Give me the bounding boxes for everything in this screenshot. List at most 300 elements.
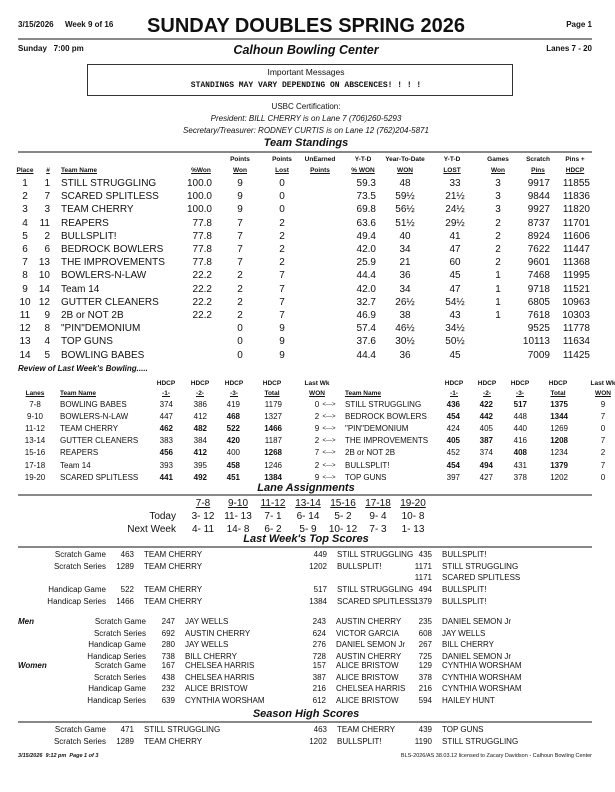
score-value: 280	[161, 640, 175, 650]
score-cell: 419	[226, 400, 240, 409]
score-category: Handicap Game	[88, 640, 146, 650]
bowler-name: AUSTIN CHERRY	[336, 617, 402, 626]
score-value: 232	[161, 684, 175, 694]
license-info: BLS-2026/AS 38.03.12 licensed to Zacary Davidson - Calhoun Bowling Center	[400, 753, 592, 759]
score-cell: 431	[513, 460, 527, 470]
lane-matchup: 5- 9	[299, 524, 317, 535]
score-value: 1171	[414, 561, 432, 571]
lane-pair-header: 15-16	[330, 498, 356, 509]
standings-cell: 63.6	[356, 217, 376, 229]
lane-matchup: 3- 12	[191, 511, 215, 522]
divider	[18, 721, 592, 723]
standings-cell: 77.8	[192, 230, 212, 242]
standings-cell: 60	[449, 257, 461, 269]
bowler-name: TEAM CHERRY	[144, 561, 203, 571]
versus-arrow: <--->	[322, 414, 336, 421]
review-column-header: WON	[595, 390, 611, 397]
score-cell: 1208	[550, 436, 568, 446]
team-name: REAPERS	[61, 217, 109, 229]
standings-cell: 12	[19, 323, 31, 335]
score-value: 1384	[309, 596, 327, 606]
score-value: 243	[312, 617, 326, 626]
standings-cell: 2	[279, 230, 285, 242]
team-name: BOWLING BABES	[60, 400, 127, 409]
score-category: Scratch Game	[94, 661, 146, 670]
score-cell: 1179	[264, 400, 282, 409]
score-cell: 405	[479, 424, 493, 434]
lane-matchup: 10- 8	[401, 511, 425, 522]
score-category: Handicap Series	[87, 652, 146, 662]
standings-cell: 11634	[562, 336, 590, 348]
standings-column-header: HDCP	[565, 167, 585, 174]
bowler-name: BULLSPLIT!	[442, 550, 487, 559]
score-cell: 482	[193, 424, 207, 434]
score-cell: 1327	[264, 412, 282, 422]
standings-cell: 59.3	[356, 178, 376, 189]
standings-cell: 2	[495, 217, 501, 229]
score-cell: 448	[513, 412, 527, 422]
standings-cell: 9	[237, 191, 243, 203]
standings-cell: 43	[449, 310, 461, 321]
team-name: GUTTER CLEANERS	[61, 296, 159, 308]
review-column-header: Total	[550, 390, 566, 397]
standings-cell: 54½	[445, 296, 465, 308]
standings-cell: 11820	[562, 204, 590, 216]
standings-cell: 36	[399, 270, 411, 282]
score-cell: 412	[193, 412, 207, 422]
score-value: 612	[312, 696, 326, 706]
score-value: 235	[418, 617, 432, 626]
score-value: 463	[120, 550, 134, 559]
standings-cell: 11368	[562, 257, 590, 269]
bowler-name: STILL STRUGGLING	[442, 561, 519, 571]
standings-cell: 7009	[527, 349, 550, 361]
score-value: 1379	[414, 596, 432, 606]
standings-cell: 77.8	[192, 257, 212, 269]
standings-cell: 0	[237, 336, 243, 348]
score-cell: 456	[159, 448, 173, 458]
review-column-header: -3-	[516, 390, 524, 397]
versus-arrow: <--->	[322, 438, 336, 445]
bowler-name: CYNTHIA WORSHAM	[442, 684, 522, 694]
review-column-header: Team Name	[345, 390, 382, 397]
standings-cell: 0	[279, 204, 285, 216]
score-cell: 1269	[550, 424, 568, 434]
bowler-name: CYNTHIA WORSHAM	[442, 672, 522, 682]
team-name: 2B or NOT 2B	[61, 310, 124, 321]
standings-cell: 45	[449, 349, 461, 361]
divider	[18, 38, 592, 40]
standings-cell: 11447	[562, 244, 590, 255]
standings-cell: 1	[495, 296, 501, 308]
standings-cell: 14	[38, 283, 50, 295]
team-name: STILL STRUGGLING	[61, 178, 157, 189]
score-value: 387	[312, 672, 326, 682]
bowler-name: AUSTIN CHERRY	[336, 652, 402, 662]
bowler-name: JAY WELLS	[185, 640, 229, 650]
review-column-header: -1-	[162, 390, 170, 397]
score-cell: 1234	[550, 448, 568, 458]
standings-cell: 13	[38, 257, 50, 269]
standings-cell: 9	[279, 336, 285, 348]
score-category: Scratch Series	[93, 672, 146, 682]
standings-column-header: Points	[310, 167, 330, 174]
score-value: 1289	[116, 736, 134, 746]
score-value: 1466	[116, 596, 134, 606]
standings-cell: 44.4	[356, 349, 376, 361]
score-cell: 462	[159, 424, 173, 434]
standings-cell: 4	[44, 336, 50, 348]
standings-column-header: #	[46, 167, 50, 174]
standings-cell: 5	[22, 230, 28, 242]
lanes-pair: 7-8	[29, 400, 41, 409]
team-name: BOWLERS-N-LAW	[61, 270, 147, 282]
standings-cell: 10963	[562, 296, 590, 308]
score-cell: 0	[314, 400, 320, 409]
page-number: Page 1	[566, 20, 592, 29]
team-name: THE IMPROVEMENTS	[61, 257, 165, 269]
team-name: TEAM CHERRY	[60, 424, 119, 434]
standings-cell: 25.9	[356, 257, 376, 269]
score-value: 129	[418, 661, 432, 670]
lane-pair-header: 13-14	[295, 498, 321, 509]
score-cell: 384	[193, 436, 207, 446]
bowler-name: STILL STRUGGLING	[144, 725, 221, 734]
standings-cell: 32.7	[356, 296, 376, 308]
standings-cell: 22.2	[192, 296, 212, 308]
score-cell: 1202	[550, 472, 568, 482]
lanes-pair: 13-14	[24, 436, 46, 446]
score-cell: 420	[226, 436, 240, 446]
score-cell: 458	[226, 460, 240, 470]
standings-cell: 57.4	[356, 323, 376, 335]
score-category: Scratch Series	[53, 736, 106, 746]
standings-cell: 34	[399, 244, 411, 255]
standings-cell: 11	[19, 310, 31, 321]
standings-cell: 46.9	[356, 310, 376, 321]
score-cell: 442	[479, 412, 493, 422]
score-cell: 0	[600, 424, 606, 434]
bowler-name: DANIEL SEMON Jr	[442, 617, 512, 626]
standings-cell: 9	[44, 310, 50, 321]
score-cell: 412	[193, 448, 207, 458]
team-name: GUTTER CLEANERS	[60, 436, 139, 446]
score-cell: 393	[159, 460, 173, 470]
standings-cell: 10	[19, 296, 31, 308]
standings-cell: 2	[279, 217, 285, 229]
score-cell: 468	[226, 412, 240, 422]
standings-cell: 37.6	[356, 336, 376, 348]
standings-cell: 44.4	[356, 270, 376, 282]
score-cell: 374	[479, 448, 493, 458]
standings-cell: 9927	[527, 204, 550, 216]
score-value: 1202	[309, 736, 327, 746]
score-cell: 422	[479, 400, 493, 409]
team-name: TOP GUNS	[345, 472, 387, 482]
score-value: 624	[312, 628, 326, 638]
standings-cell: 56½	[395, 204, 415, 216]
bowler-name: TEAM CHERRY	[144, 585, 203, 595]
standings-cell: 6	[22, 244, 28, 255]
score-cell: 386	[193, 400, 207, 409]
standings-column-header: Lost	[275, 167, 289, 174]
score-cell: 436	[446, 400, 460, 409]
team-name: Team 14	[60, 460, 91, 470]
bowler-name: STILL STRUGGLING	[337, 585, 414, 595]
standings-cell: 24½	[445, 204, 465, 216]
standings-cell: 9844	[527, 191, 550, 203]
score-value: 157	[312, 661, 326, 670]
standings-cell: 2	[237, 270, 243, 282]
team-name: BULLSPLIT!	[61, 230, 117, 242]
review-column-header: HDCP	[477, 380, 497, 387]
standings-cell: 1	[495, 310, 501, 321]
standings-cell: 3	[495, 178, 501, 189]
standings-cell: 2	[237, 283, 243, 295]
bowler-name: ALICE BRISTOW	[185, 684, 248, 694]
standings-column-header: Y-T-D	[354, 156, 372, 163]
standings-cell: 2	[495, 244, 501, 255]
standings-cell: 47	[449, 283, 461, 295]
score-cell: 7	[600, 436, 606, 446]
bowler-name: BULLSPLIT!	[442, 596, 487, 606]
standings-cell: 50½	[445, 336, 465, 348]
score-value: 517	[313, 585, 327, 595]
standings-cell: 47	[449, 244, 461, 255]
standings-cell: 9525	[527, 323, 550, 335]
bowler-name: DANIEL SEMON Jr	[336, 640, 406, 650]
standings-cell: 7	[237, 257, 243, 269]
score-category: Scratch Game	[54, 550, 106, 559]
standings-column-header: %Won	[191, 167, 211, 174]
standings-cell: 59½	[395, 191, 415, 203]
bowler-name: AUSTIN CHERRY	[185, 628, 251, 638]
standings-column-header: Year-To-Date	[385, 156, 425, 163]
team-name: BEDROCK BOWLERS	[61, 244, 164, 255]
standings-cell: 100.0	[186, 204, 212, 216]
score-value: 1289	[116, 561, 134, 571]
standings-cell: 49.4	[356, 230, 376, 242]
score-value: 639	[161, 696, 175, 706]
standings-cell: 9	[237, 178, 243, 189]
standings-column-header: Scratch	[526, 156, 550, 163]
standings-cell: 2	[495, 230, 501, 242]
score-value: 449	[313, 550, 327, 559]
print-info: 3/15/2026 9:12 pm Page 1 of 3	[18, 753, 99, 759]
score-value: 594	[418, 696, 432, 706]
standings-cell: 2	[22, 191, 28, 203]
standings-cell: 7	[44, 191, 50, 203]
standings-cell: 9718	[527, 283, 550, 295]
review-column-header: HDCP	[548, 380, 568, 387]
bowler-name: BULLSPLIT!	[442, 585, 487, 595]
score-cell: 1344	[550, 412, 568, 422]
score-cell: 7	[600, 460, 606, 470]
standings-cell: 77.8	[192, 217, 212, 229]
score-cell: 454	[446, 460, 460, 470]
bowler-name: TEAM CHERRY	[144, 736, 203, 746]
score-cell: 378	[513, 472, 527, 482]
standings-cell: 77.8	[192, 244, 212, 255]
score-cell: 1466	[264, 424, 282, 434]
standings-cell: 7	[279, 310, 285, 321]
score-value: 435	[418, 550, 432, 559]
standings-cell: 7	[279, 283, 285, 295]
standings-cell: 2	[44, 230, 50, 242]
standings-column-header: Points	[272, 156, 292, 163]
lane-matchup: 4- 11	[191, 524, 215, 535]
score-value: 216	[312, 684, 326, 694]
lane-pair-header: 11-12	[260, 498, 286, 509]
bowler-name: BULLSPLIT!	[337, 561, 382, 571]
standings-cell: 26½	[395, 296, 415, 308]
score-cell: 2	[314, 436, 320, 446]
lane-matchup: 6- 2	[264, 524, 282, 535]
standings-cell: 7	[22, 257, 28, 269]
bowler-name: ALICE BRISTOW	[336, 672, 399, 682]
score-cell: 9	[600, 400, 606, 409]
standings-cell: 7	[237, 244, 243, 255]
standings-cell: 7	[237, 217, 243, 229]
score-category: Scratch Series	[53, 561, 106, 571]
standings-cell: 8	[44, 323, 50, 335]
bowler-name: CHELSEA HARRIS	[336, 684, 406, 694]
lane-matchup: 11- 13	[224, 511, 252, 522]
bowler-name: CYNTHIA WORSHAM	[185, 696, 265, 706]
standings-cell: 0	[237, 323, 243, 335]
standings-cell: 10303	[562, 310, 590, 321]
score-category: Scratch Series	[93, 628, 146, 638]
women-label: Women	[18, 661, 47, 670]
standings-cell: 4	[22, 217, 28, 229]
bowling-center-name: Calhoun Bowling Center	[233, 43, 379, 57]
score-cell: 374	[159, 400, 173, 409]
score-cell: 451	[226, 472, 240, 482]
score-cell: 9	[314, 472, 320, 482]
standings-cell: 14	[19, 349, 31, 361]
review-column-header: -2-	[196, 390, 204, 397]
review-column-header: -1-	[450, 390, 458, 397]
standings-cell: 42.0	[356, 244, 376, 255]
bowler-name: HAILEY HUNT	[442, 696, 495, 706]
review-column-header: Last Wk	[304, 380, 330, 387]
team-name: BULLSPLIT!	[345, 460, 390, 470]
score-cell: 7	[600, 412, 606, 422]
lane-matchup: 7- 3	[369, 524, 387, 535]
bowler-name: BILL CHERRY	[185, 652, 238, 662]
lane-matchup: 9- 4	[369, 511, 387, 522]
lane-pair-header: 9-10	[227, 498, 249, 509]
bowler-name: TEAM CHERRY	[337, 725, 396, 734]
score-cell: 517	[513, 400, 527, 409]
standings-cell: 40	[399, 230, 411, 242]
standings-cell: 9	[279, 323, 285, 335]
score-cell: 1379	[550, 460, 568, 470]
team-name: SCARED SPLITLESS	[60, 472, 139, 482]
standings-cell: 36	[399, 349, 411, 361]
standings-cell: 45	[449, 270, 461, 282]
lane-pair-header: 17-18	[365, 498, 391, 509]
standings-cell: 11855	[562, 178, 590, 189]
standings-cell: 51½	[395, 217, 415, 229]
bowler-name: CHELSEA HARRIS	[185, 661, 255, 670]
review-column-header: HDCP	[190, 380, 210, 387]
review-column-header: WON	[309, 390, 325, 397]
bowler-name: BULLSPLIT!	[337, 736, 382, 746]
standings-cell: 9601	[527, 257, 550, 269]
standings-column-header: Games	[487, 156, 509, 163]
team-name: TOP GUNS	[61, 336, 113, 348]
bowler-name: DANIEL SEMON Jr	[442, 652, 512, 662]
score-value: 608	[418, 628, 432, 638]
score-cell: 7	[314, 448, 320, 458]
review-column-header: HDCP	[156, 380, 176, 387]
team-name: Team 14	[61, 283, 100, 295]
bowler-name: ALICE BRISTOW	[336, 661, 399, 670]
lanes-pair: 11-12	[25, 424, 45, 434]
standings-cell: 8	[22, 270, 28, 282]
standings-cell: 73.5	[356, 191, 376, 203]
standings-column-header: Y-T-D	[443, 156, 461, 163]
season-high-title: Season High Scores	[252, 708, 360, 720]
review-column-header: HDCP	[510, 380, 530, 387]
score-cell: 1384	[264, 472, 282, 482]
standings-cell: 11778	[562, 323, 590, 335]
bowler-name: JAY WELLS	[442, 628, 486, 638]
lane-matchup: 10- 12	[328, 524, 358, 535]
versus-arrow: <--->	[322, 474, 336, 481]
score-cell: 454	[446, 412, 460, 422]
team-name: BEDROCK BOWLERS	[345, 412, 427, 422]
score-cell: 452	[446, 448, 460, 458]
standings-column-header: LOST	[443, 167, 461, 174]
score-value: 1171	[414, 573, 432, 583]
standings-cell: 100.0	[186, 191, 212, 203]
standings-cell: 2	[279, 244, 285, 255]
standings-cell: 1	[44, 178, 50, 189]
review-title: Review of Last Week's Bowling.....	[18, 364, 148, 373]
standings-cell: 9	[22, 283, 28, 295]
score-cell: 2	[314, 412, 320, 422]
standings-cell: 2	[237, 310, 243, 321]
standings-cell: 10	[38, 270, 50, 282]
standings-cell: 7	[279, 296, 285, 308]
standings-cell: 11701	[562, 217, 590, 229]
team-name: TEAM CHERRY	[61, 204, 134, 216]
score-category: Handicap Game	[48, 585, 106, 595]
score-cell: 522	[226, 424, 240, 434]
standings-column-header: UnEarned	[304, 156, 336, 163]
review-column-header: HDCP	[444, 380, 464, 387]
standings-cell: 69.8	[356, 204, 376, 216]
score-value: 725	[418, 652, 432, 662]
score-cell: 405	[446, 436, 460, 446]
standings-cell: 3	[44, 204, 50, 216]
top-scores-title: Last Week's Top Scores	[243, 533, 369, 545]
bowler-name: JAY WELLS	[185, 617, 229, 626]
standings-cell: 0	[279, 191, 285, 203]
standings-cell: 6	[44, 244, 50, 255]
score-value: 247	[161, 617, 175, 626]
standings-cell: 7622	[527, 244, 550, 255]
score-cell: 441	[159, 472, 173, 482]
team-name: 2B or NOT 2B	[345, 448, 396, 458]
team-name: THE IMPROVEMENTS	[345, 436, 429, 446]
divider	[18, 494, 592, 496]
standings-cell: 21	[399, 257, 411, 269]
score-category: Handicap Series	[47, 596, 106, 606]
score-cell: 447	[159, 412, 173, 422]
